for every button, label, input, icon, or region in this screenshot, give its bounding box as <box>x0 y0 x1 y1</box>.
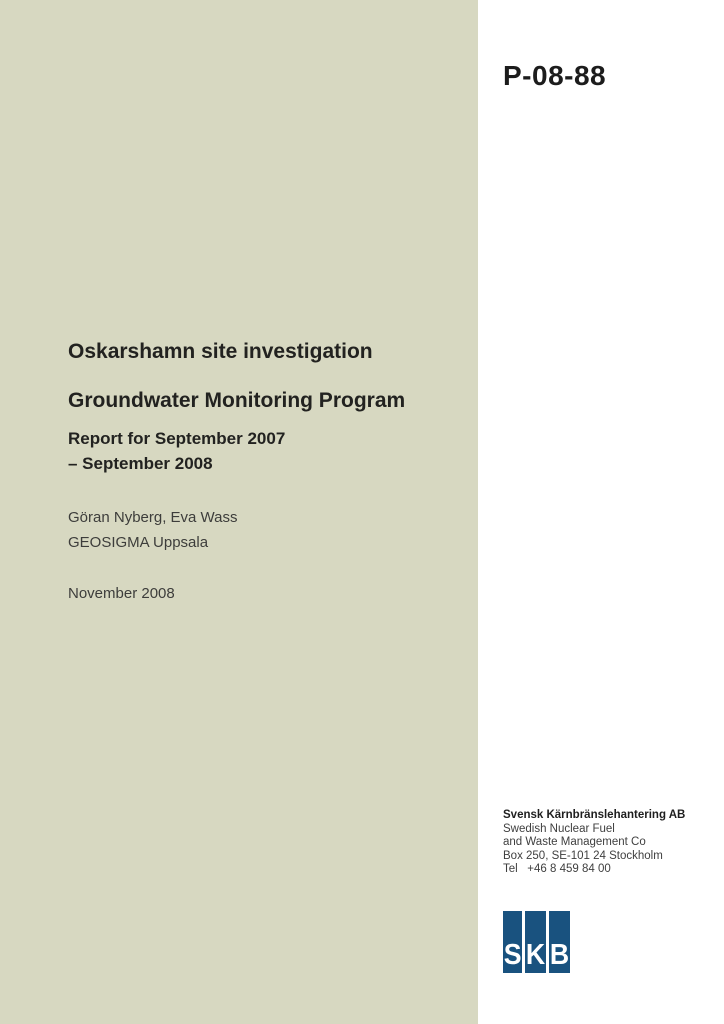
publication-date: November 2008 <box>68 585 175 602</box>
author-affiliation: GEOSIGMA Uppsala <box>68 534 209 551</box>
report-period-line1: Report for September 2007 <box>68 429 286 448</box>
publisher-address-block <box>503 809 713 877</box>
title-spacer <box>68 364 458 389</box>
page-title: Oskarshamn site investigation <box>68 340 373 363</box>
page-subtitle-program: Groundwater Monitoring Program <box>68 389 406 412</box>
subtitle-spacer <box>68 413 458 426</box>
skb-logo-bar <box>525 911 546 973</box>
authors-block <box>68 505 388 555</box>
title-block <box>68 340 458 476</box>
skb-logo-letter-b: B <box>550 939 570 971</box>
report-period-line2: – September 2008 <box>68 454 213 473</box>
skb-logo-bar <box>503 911 522 973</box>
publisher-address-line: Swedish Nuclear Fuel <box>503 822 615 835</box>
publisher-address-line: Box 250, SE-101 24 Stockholm <box>503 849 663 862</box>
report-number: P-08-88 <box>503 60 607 91</box>
skb-logo-bar <box>549 911 570 973</box>
skb-logo-letter-s: S <box>503 939 522 971</box>
publisher-phone-line: Tel +46 8 459 84 00 <box>503 863 611 875</box>
skb-logo <box>503 911 569 973</box>
author-names: Göran Nyberg, Eva Wass <box>68 509 238 526</box>
publisher-name: Svensk Kärnbränslehantering AB <box>503 809 686 821</box>
skb-logo-letter-k: K <box>526 939 546 971</box>
publisher-address-line: and Waste Management Co <box>503 836 646 848</box>
